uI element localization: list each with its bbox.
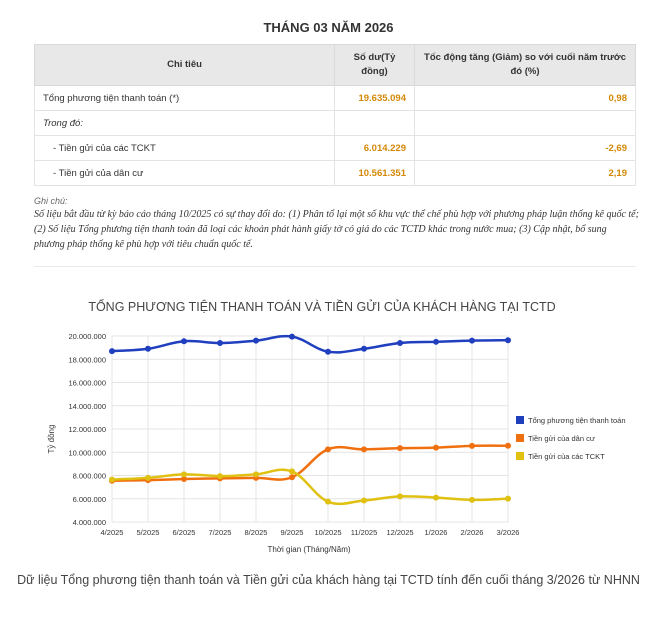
x-tick-label: 9/2025 [280,528,304,537]
table-row [35,111,636,136]
row-label: - Tiền gửi của dân cư [35,161,335,186]
data-point [145,475,151,481]
table-row [35,86,636,111]
x-tick-label: 2/2026 [460,528,484,537]
x-tick-label: 10/2025 [314,528,342,537]
data-point [361,346,367,352]
table-row [35,136,636,161]
row-balance: 19.635.094 [335,86,415,111]
data-point [289,474,295,480]
data-point [397,445,403,451]
header-balance: Số dư(Tỷ đồng) [335,45,415,86]
chart-grid [112,336,508,522]
y-tick-label: 18.000.000 [68,355,106,365]
chart-legend [516,416,626,461]
data-point [289,334,295,340]
data-point [433,445,439,451]
y-axis [68,332,106,527]
row-label: Tổng phương tiện thanh toán (*) [35,86,335,111]
data-point [253,471,259,477]
note-label: Ghi chú: [34,196,68,206]
data-point [397,493,403,499]
data-point [145,346,151,352]
x-tick-label: 3/2026 [496,528,520,537]
data-point [217,473,223,479]
data-point [469,497,475,503]
data-point [505,496,511,502]
chart-title: TỔNG PHƯƠNG TIỆN THANH TOÁN VÀ TIỀN GỬI CỦA KHÁCH HÀNG TẠI TCTD [88,300,556,314]
section-divider [34,266,636,267]
x-tick-label: 8/2025 [244,528,268,537]
y-tick-label: 8.000.000 [72,471,106,481]
header-change: Tốc động tăng (Giảm) so với cuối năm trước đó (%) [415,45,636,86]
y-tick-label: 12.000.000 [68,425,106,434]
data-point [109,348,115,354]
row-balance [335,111,415,136]
y-axis-label: Tỷ đồng [47,424,56,454]
legend-label: Tổng phương tiện thanh toán [528,416,626,425]
row-change [415,111,636,136]
legend-swatch [516,434,524,442]
data-point [181,338,187,344]
data-point [325,499,331,505]
row-label: Trong đó: [35,111,335,136]
data-point [397,340,403,346]
data-point [109,477,115,483]
table-note [34,195,639,252]
row-change: 0,98 [415,86,636,111]
page-heading: THÁNG 03 NĂM 2026 [263,20,394,35]
table-row [35,161,636,186]
x-tick-label: 12/2025 [386,528,414,537]
data-point [469,443,475,449]
data-point [325,446,331,452]
x-tick-label: 7/2025 [208,528,232,537]
x-tick-label: 11/2025 [350,528,378,537]
data-point [505,337,511,343]
series-line [112,336,508,352]
data-point [325,349,331,355]
chart-caption: Dữ liệu Tổng phương tiện thanh toán và Tiền gửi của khách hàng tại TCTD tính đến cuối tháng 3/2026 từ NHNN [17,573,640,587]
row-change: -2,69 [415,136,636,161]
x-tick-label: 6/2025 [172,528,196,537]
data-point [505,443,511,449]
data-point [469,338,475,344]
y-tick-label: 14.000.000 [68,401,106,411]
data-point [217,340,223,346]
data-point [181,471,187,477]
data-point [361,497,367,503]
x-tick-label: 1/2026 [424,528,448,537]
header-indicator: Chỉ tiêu [35,45,335,86]
y-tick-label: 10.000.000 [68,448,106,458]
row-balance: 6.014.229 [335,136,415,161]
data-point [433,339,439,345]
x-tick-label: 4/2025 [100,528,124,537]
row-label: - Tiền gửi của các TCKT [35,136,335,161]
legend-swatch [516,416,524,424]
line-chart [20,280,640,560]
data-point [253,338,259,344]
x-axis-label: Thời gian (Tháng/Năm) [267,545,351,554]
note-text: Số liệu bắt đầu từ kỳ báo cáo tháng 10/2025 có sự thay đổi do: (1) Phân tổ lại một số khu vực thể chế phù hợp với phương pháp luận thống kê quốc tế; (2) Số liệu Tổng phương tiện thanh toán đã loại các khoản phát hành giấy tờ có giá do các TCTD khác trong nước mua; (3) Cập nhật, bổ sung phương pháp thống kê phù hợp với tiêu chuẩn quốc tế. [34,209,639,250]
data-point [361,446,367,452]
legend-label: Tiền gửi của dân cư [528,434,595,443]
x-axis [101,528,520,537]
legend-swatch [516,452,524,460]
x-tick-label: 5/2025 [136,528,160,537]
money-supply-table [34,44,636,186]
row-change: 2,19 [415,161,636,186]
data-point [289,468,295,474]
table-header-row [35,45,636,86]
legend-label: Tiền gửi của các TCKT [528,452,605,461]
y-tick-label: 6.000.000 [72,494,106,504]
y-tick-label: 4.000.000 [72,518,106,527]
y-tick-label: 16.000.000 [68,378,106,388]
y-tick-label: 20.000.000 [68,332,106,341]
data-point [433,495,439,501]
row-balance: 10.561.351 [335,161,415,186]
